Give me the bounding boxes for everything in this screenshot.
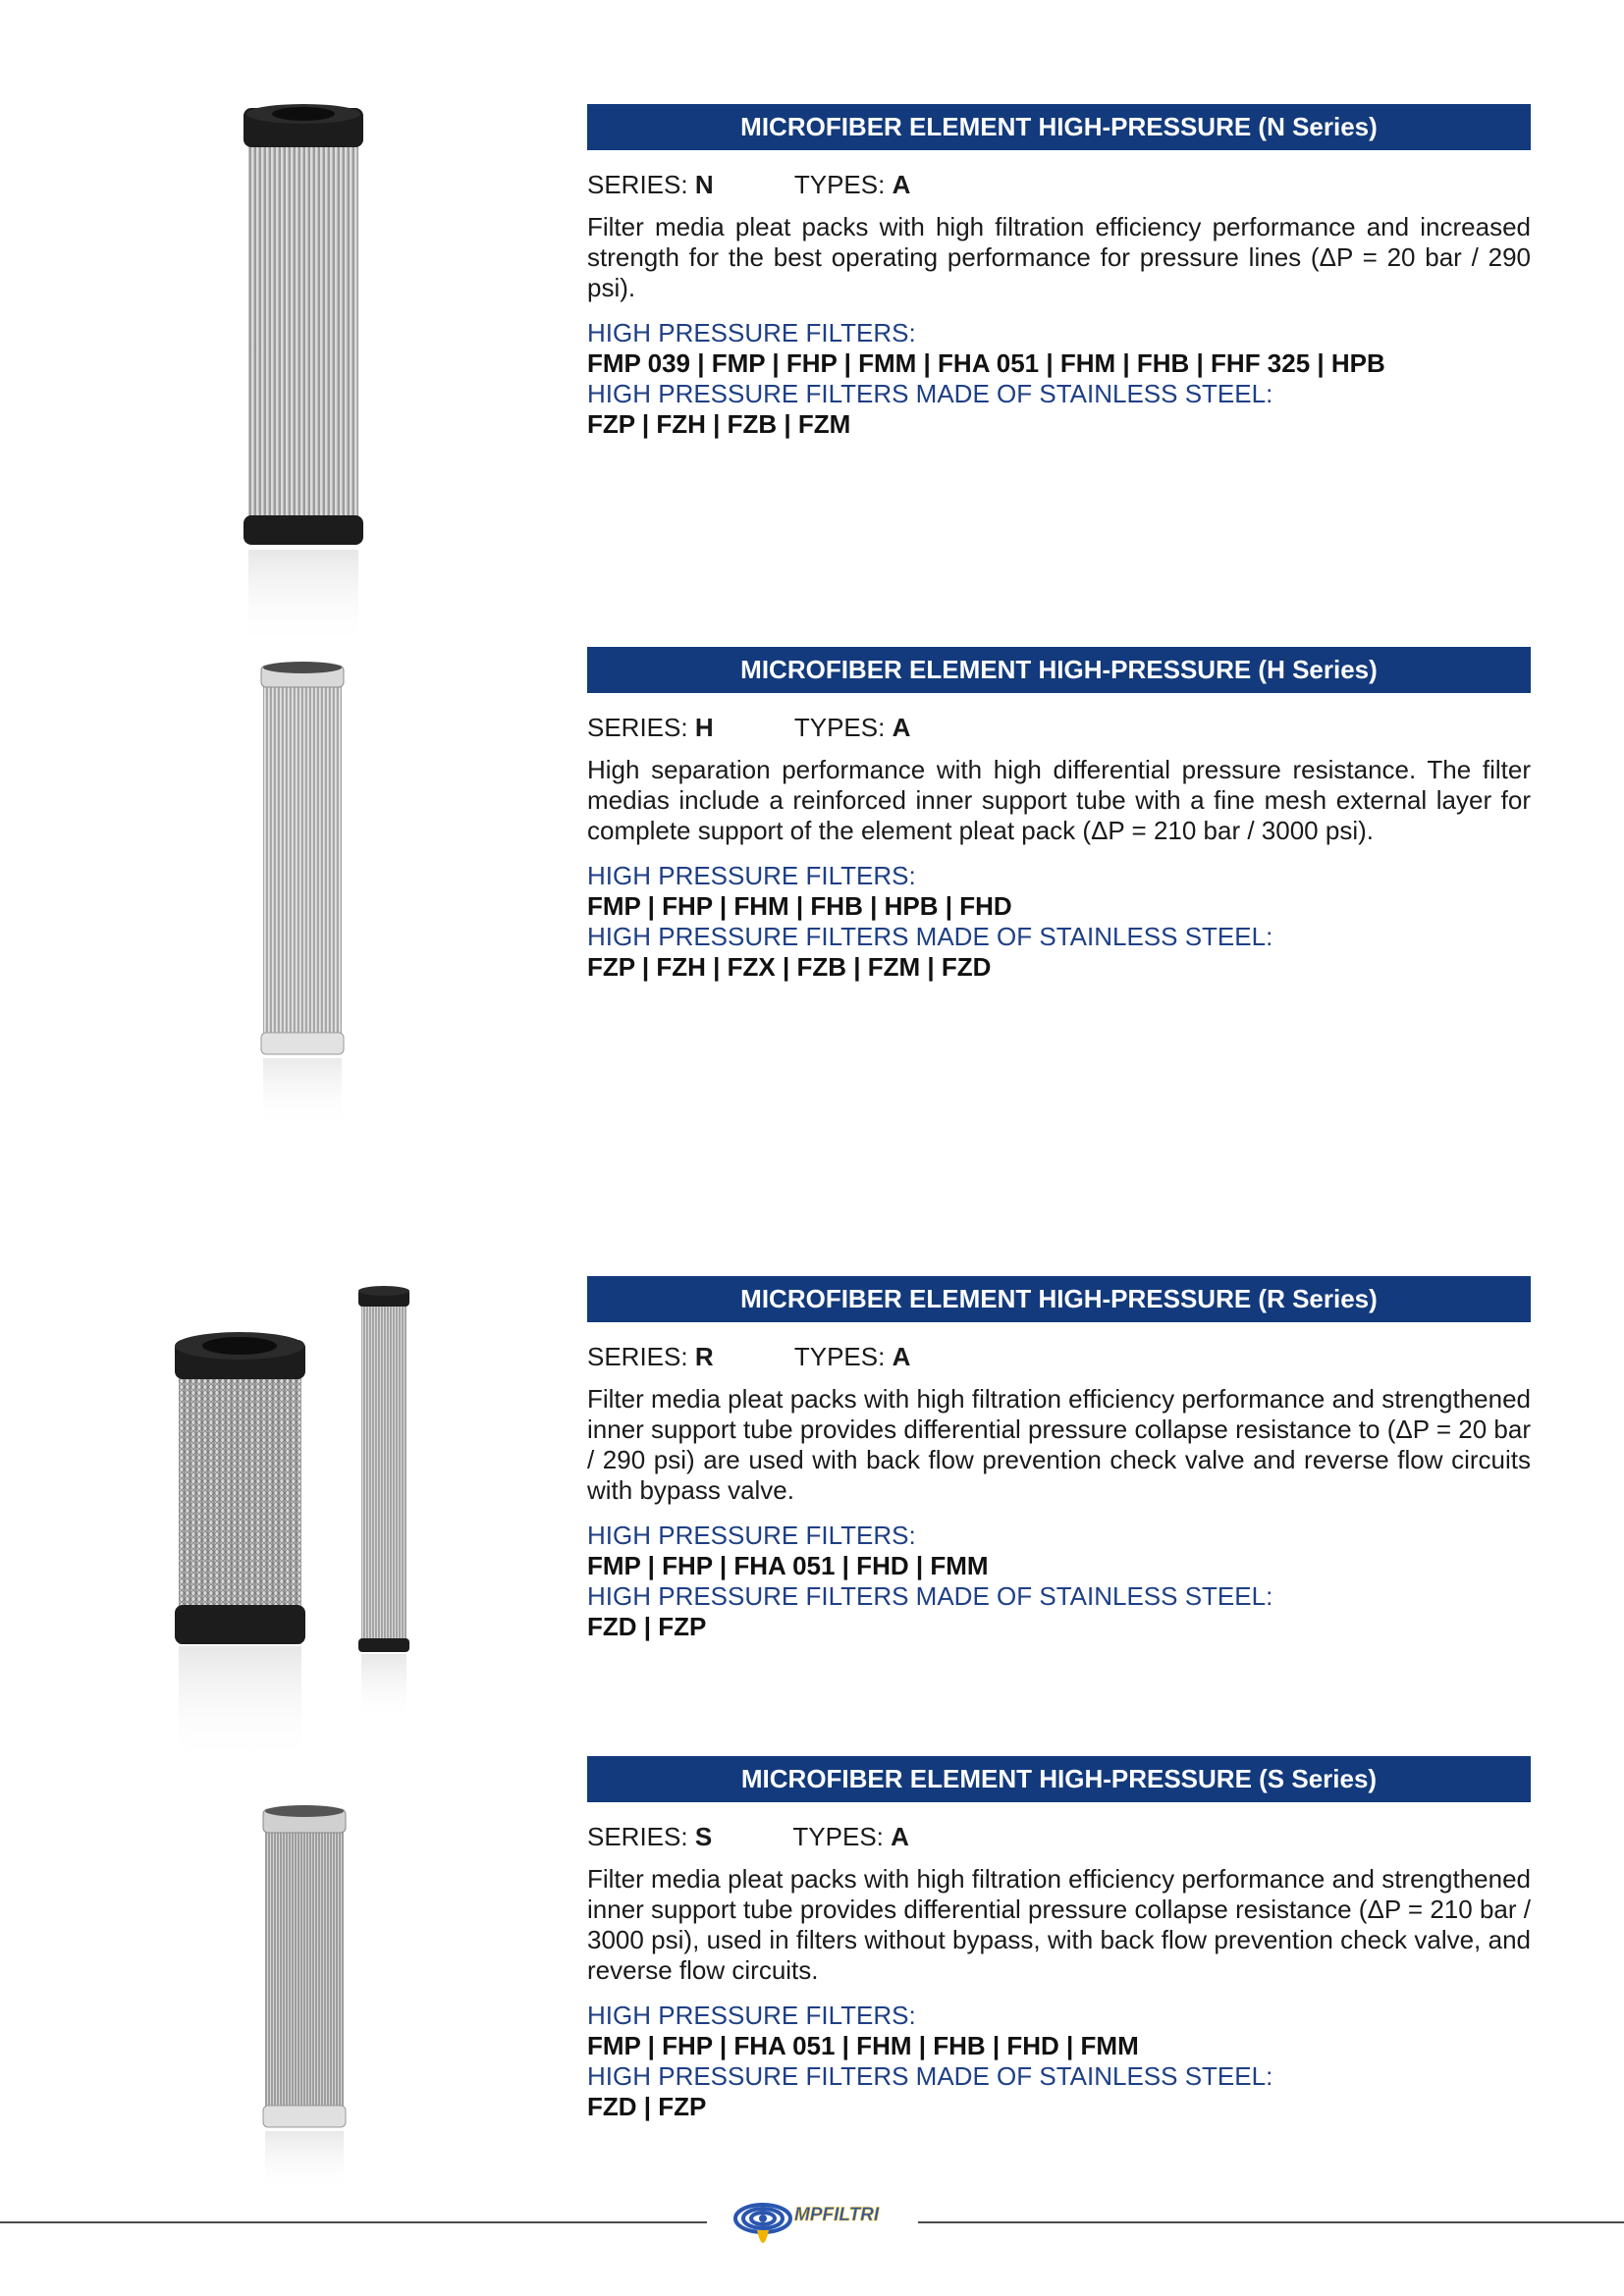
series-label: SERIES: bbox=[587, 1342, 688, 1371]
series-value: H bbox=[694, 713, 714, 742]
ss-filters-models: FZP | FZH | FZB | FZM bbox=[587, 409, 851, 439]
types-label: TYPES: bbox=[793, 713, 886, 742]
footer-rule-left bbox=[0, 2221, 707, 2223]
footer-rule-right bbox=[918, 2221, 1624, 2223]
section-header: MICROFIBER ELEMENT HIGH-PRESSURE (H Series) bbox=[587, 647, 1531, 693]
hp-filters-label: HIGH PRESSURE FILTERS: bbox=[587, 1521, 916, 1550]
r-series-element-image bbox=[167, 1281, 471, 1791]
types-value: A bbox=[892, 713, 911, 742]
types-label: TYPES: bbox=[793, 1342, 886, 1371]
section-header: MICROFIBER ELEMENT HIGH-PRESSURE (N Series) bbox=[587, 104, 1531, 150]
types-label: TYPES: bbox=[792, 1822, 884, 1851]
hp-filters-label: HIGH PRESSURE FILTERS: bbox=[587, 861, 916, 890]
types-group bbox=[792, 1821, 909, 1852]
h-series-section bbox=[587, 647, 1531, 983]
types-group bbox=[794, 169, 911, 200]
series-value: R bbox=[694, 1342, 714, 1371]
hp-filters-models: FMP | FHP | FHA 051 | FHD | FMM bbox=[587, 1551, 989, 1580]
series-types-line bbox=[587, 712, 1531, 743]
ss-filters-models: FZD | FZP bbox=[587, 2092, 707, 2121]
n-series-element-image bbox=[231, 98, 378, 648]
types-label: TYPES: bbox=[793, 170, 886, 199]
series-value: S bbox=[694, 1822, 713, 1851]
section-description: High separation performance with high differential pressure resistance. The filter medias include a reinforced inner support tube with a fine mesh external layer for complete support of the element pleat pack (ΔP = 210 bar / 3000 psi). bbox=[587, 755, 1531, 845]
ss-filters-label: HIGH PRESSURE FILTERS MADE OF STAINLESS STEEL: bbox=[587, 379, 1273, 408]
hp-filters-models: FMP | FHP | FHM | FHB | HPB | FHD bbox=[587, 891, 1012, 921]
hp-filters-label: HIGH PRESSURE FILTERS: bbox=[587, 318, 916, 347]
series-value: N bbox=[694, 170, 714, 199]
series-label: SERIES: bbox=[587, 170, 688, 199]
hp-filters-models: FMP | FHP | FHA 051 | FHM | FHB | FHD | FMM bbox=[587, 2031, 1139, 2060]
n-series-section bbox=[587, 104, 1531, 440]
ss-filters-label: HIGH PRESSURE FILTERS MADE OF STAINLESS STEEL: bbox=[587, 2061, 1273, 2091]
section-header: MICROFIBER ELEMENT HIGH-PRESSURE (R Series) bbox=[587, 1276, 1531, 1322]
h-series-element-image bbox=[255, 658, 353, 1129]
hp-filters-models: FMP 039 | FMP | FHP | FMM | FHA 051 | FHM | FHB | FHF 325 | HPB bbox=[587, 348, 1385, 378]
types-group bbox=[794, 712, 911, 743]
series-types-line bbox=[587, 1821, 1531, 1852]
ss-filters-label: HIGH PRESSURE FILTERS MADE OF STAINLESS STEEL: bbox=[587, 1581, 1273, 1611]
section-description: Filter media pleat packs with high filtration efficiency performance and increased strength for the best operating performance for pressure lines (ΔP = 20 bar / 290 psi). bbox=[587, 212, 1531, 302]
s-series-section bbox=[587, 1756, 1531, 2122]
ss-filters-models: FZP | FZH | FZX | FZB | FZM | FZD bbox=[587, 952, 992, 982]
mpfiltri-logo bbox=[731, 2191, 898, 2260]
ss-filters-label: HIGH PRESSURE FILTERS MADE OF STAINLESS STEEL: bbox=[587, 922, 1273, 951]
series-label: SERIES: bbox=[587, 713, 688, 742]
types-value: A bbox=[892, 1342, 911, 1371]
ss-filters-models: FZD | FZP bbox=[587, 1612, 707, 1641]
section-description: Filter media pleat packs with high filtration efficiency performance and strengthened inner support tube provides differential pressure collapse resistance to (ΔP = 20 bar / 290 psi) are used with back flow prevention check valve and reverse flow circuits with bypass valve. bbox=[587, 1384, 1531, 1505]
section-header: MICROFIBER ELEMENT HIGH-PRESSURE (S Series) bbox=[587, 1756, 1531, 1802]
section-description: Filter media pleat packs with high filtration efficiency performance and strengthened inner support tube provides differential pressure collapse resistance (ΔP = 210 bar / 3000 psi), used in filters without bypass, with back flow prevention check valve, and reverse flow circuits. bbox=[587, 1864, 1531, 1985]
series-types-line bbox=[587, 169, 1531, 200]
series-label: SERIES: bbox=[587, 1822, 688, 1851]
hp-filters-label: HIGH PRESSURE FILTERS: bbox=[587, 2001, 916, 2030]
r-series-section bbox=[587, 1276, 1531, 1642]
types-group bbox=[794, 1341, 911, 1372]
s-series-element-image bbox=[257, 1801, 355, 2194]
types-value: A bbox=[891, 1822, 909, 1851]
types-value: A bbox=[892, 170, 911, 199]
series-types-line bbox=[587, 1341, 1531, 1372]
svg-text:MPFILTRI: MPFILTRI bbox=[794, 2205, 880, 2225]
